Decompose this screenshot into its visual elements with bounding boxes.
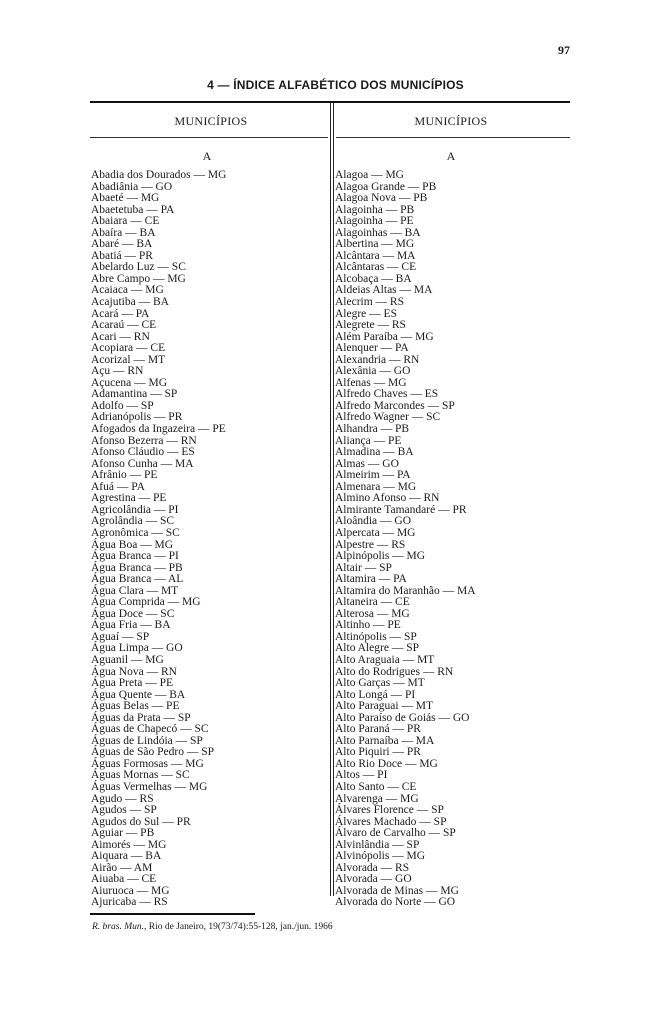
- municipality-entry: Alto Rio Doce — MG: [335, 757, 438, 770]
- municipality-entry: Alpinópolis — MG: [335, 550, 426, 563]
- municipality-entry: Abre Campo — MG: [91, 272, 186, 285]
- municipality-entry: Álvares Machado — SP: [335, 815, 447, 828]
- municipality-entry: Alto Garças — MT: [335, 677, 425, 690]
- municipality-entry: Agudo — RS: [91, 792, 154, 805]
- municipality-entry: Afonso Cunha — MA: [91, 457, 194, 470]
- municipality-entry: Açu — RN: [91, 365, 144, 378]
- left-column-header: MUNICÍPIOS: [174, 114, 248, 128]
- municipality-entry: Água Clara — MT: [91, 584, 179, 597]
- municipality-entry: Ajuricaba — RS: [91, 896, 168, 909]
- municipality-entry: Agricolândia — PI: [91, 503, 179, 516]
- municipality-entry: Alfredo Marcondes — SP: [335, 399, 455, 412]
- municipality-entry: Altamira — PA: [335, 573, 407, 586]
- municipality-entry: Alvinlândia — SP: [335, 838, 420, 851]
- municipality-entry: Agudos do Sul — PR: [91, 815, 191, 828]
- municipality-entry: Água Limpa — GO: [91, 642, 183, 655]
- municipality-entry: Águas Formosas — MG: [91, 757, 204, 770]
- municipality-entry: Alto Alegre — SP: [335, 642, 420, 655]
- municipality-entry: Alegre — ES: [335, 307, 397, 320]
- municipality-entry: Adrianópolis — PR: [91, 411, 183, 424]
- municipality-entry: Águas da Prata — SP: [91, 711, 191, 724]
- municipality-entry: Alcântaras — CE: [335, 261, 417, 274]
- municipality-entry: Adamantina — SP: [91, 388, 178, 401]
- municipality-entry: Alvarenga — MG: [335, 792, 419, 805]
- municipality-entry: Agrestina — PE: [91, 492, 167, 505]
- municipality-entry: Álvaro de Carvalho — SP: [335, 827, 456, 840]
- section-title: 4 — ÍNDICE ALFABÉTICO DOS MUNICÍPIOS: [207, 78, 464, 92]
- municipality-entry: Águas Belas — PE: [91, 700, 180, 713]
- municipality-entry: Água Nova — RN: [91, 665, 177, 678]
- municipality-entry: Alvorada de Minas — MG: [335, 884, 459, 897]
- municipality-entry: Aimorés — MG: [91, 838, 167, 851]
- municipality-entry: Abaiara — CE: [91, 215, 160, 228]
- municipality-entry: Alterosa — MG: [335, 607, 410, 620]
- municipality-entry: Acorizal — MT: [91, 353, 166, 366]
- municipality-entry: Águas de Lindóia — SP: [91, 734, 203, 747]
- municipality-entry: Abaré — BA: [91, 238, 153, 251]
- municipality-entry: Alto Piquiri — PR: [335, 746, 421, 759]
- municipality-entry: Almas — GO: [335, 457, 399, 470]
- municipality-entry: Água Branca — PB: [91, 561, 183, 574]
- municipality-entry: Alpestre — RS: [335, 538, 406, 551]
- municipality-entry: Almirante Tamandaré — PR: [335, 503, 467, 516]
- municipality-entry: Agronômica — SC: [91, 526, 180, 539]
- municipality-entry: Alcobaça — BA: [335, 272, 412, 285]
- municipality-entry: Altaneira — CE: [335, 596, 410, 609]
- municipality-entry: Acará — PA: [91, 307, 150, 320]
- column-divider: [330, 103, 331, 896]
- municipality-entry: Agudos — SP: [91, 804, 157, 817]
- left-header-rule: [90, 137, 328, 138]
- municipality-entry: Alenquer — PA: [335, 342, 409, 355]
- municipality-entry: Água Quente — BA: [91, 688, 186, 701]
- municipality-entry: Aiquara — BA: [91, 850, 162, 863]
- municipality-entry: Alvorada do Norte — GO: [335, 896, 456, 909]
- municipality-entry: Aloândia — GO: [335, 515, 412, 528]
- municipality-entry: Aiuaba — CE: [91, 873, 157, 886]
- municipality-entry: Águas de Chapecó — SC: [91, 723, 209, 736]
- municipality-entry: Alfredo Wagner — SC: [335, 411, 441, 424]
- municipality-entry: Alexânia — GO: [335, 365, 411, 378]
- municipality-entry: Alvorada — RS: [335, 861, 410, 874]
- right-column-header: MUNICÍPIOS: [414, 114, 488, 128]
- page-number: 97: [558, 43, 570, 57]
- municipality-entry: Almenara — MG: [335, 480, 417, 493]
- municipality-entry: Alto Paraná — PR: [335, 723, 421, 736]
- municipality-entry: Adolfo — SP: [91, 399, 154, 412]
- municipality-entry: Alto Paraguai — MT: [335, 700, 434, 713]
- municipality-entry: Água Boa — MG: [91, 538, 174, 551]
- municipality-entry: Alagoa — MG: [335, 169, 404, 181]
- municipality-entry: Água Comprida — MG: [91, 596, 201, 609]
- journal-name: R. bras. Mun.: [92, 922, 144, 932]
- municipality-entry: Alvinópolis — MG: [335, 850, 426, 863]
- municipality-entry: Alto do Rodrigues — RN: [335, 665, 454, 678]
- municipality-entry: Alagoa Nova — PB: [335, 192, 428, 205]
- municipality-entry: Abaíra — BA: [91, 226, 156, 239]
- municipality-entry: Águas de São Pedro — SP: [91, 746, 214, 759]
- column-divider-inner: [333, 103, 334, 896]
- municipality-entry: Alcântara — MA: [335, 249, 416, 262]
- municipality-entry: Água Branca — PI: [91, 550, 179, 563]
- municipality-entry: Acajutiba — BA: [91, 296, 169, 309]
- municipality-entry: Alto Paraíso de Goiás — GO: [335, 711, 470, 724]
- municipality-entry: Alagoinha — PB: [335, 203, 415, 216]
- municipality-entry: Aldeias Altas — MA: [335, 284, 433, 297]
- municipality-entry: Altos — PI: [335, 769, 388, 782]
- municipality-entry: Agrolândia — SC: [91, 515, 175, 528]
- municipality-entry: Almadina — BA: [335, 446, 414, 459]
- municipality-entry: Alto Santo — CE: [335, 780, 417, 793]
- municipality-entry: Alto Parnaíba — MA: [335, 734, 435, 747]
- municipality-entry: Afonso Cláudio — ES: [91, 446, 195, 459]
- municipality-entry: Alfredo Chaves — ES: [335, 388, 439, 401]
- municipality-entry: Alfenas — MG: [335, 376, 407, 389]
- municipality-entry: Abaetetuba — PA: [91, 203, 175, 216]
- municipality-entry: Além Paraíba — MG: [335, 330, 434, 343]
- municipality-entry: Alto Araguaia — MT: [335, 653, 435, 666]
- municipality-entry: Aguaí — SP: [91, 630, 150, 643]
- municipality-entry: Afuá — PA: [91, 480, 145, 493]
- municipality-entry: Abadia dos Dourados — MG: [91, 169, 227, 181]
- municipality-entry: Aiuruoca — MG: [91, 884, 170, 897]
- right-municipality-list: [335, 170, 476, 909]
- left-section-letter: A: [202, 149, 212, 163]
- municipality-entry: Altamira do Maranhão — MA: [335, 584, 476, 597]
- municipality-entry: Água Doce — SC: [91, 607, 175, 620]
- municipality-entry: Álvares Florence — SP: [335, 804, 444, 817]
- municipality-entry: Acopiara — CE: [91, 342, 166, 355]
- municipality-entry: Açucena — MG: [91, 376, 168, 389]
- municipality-entry: Abaeté — MG: [91, 192, 160, 205]
- left-municipality-list: [91, 170, 226, 909]
- municipality-entry: Almino Afonso — RN: [335, 492, 440, 505]
- municipality-entry: Aguanil — MG: [91, 653, 164, 666]
- municipality-entry: Almeirim — PA: [335, 469, 411, 482]
- municipality-entry: Alhandra — PB: [335, 423, 410, 436]
- municipality-entry: Albertina — MG: [335, 238, 415, 251]
- municipality-entry: Altinópolis — SP: [335, 630, 417, 643]
- municipality-entry: Acari — RN: [91, 330, 150, 343]
- municipality-entry: Alpercata — MG: [335, 526, 416, 539]
- municipality-entry: Abatiá — PR: [91, 249, 153, 262]
- municipality-entry: Acaraú — CE: [91, 319, 157, 332]
- municipality-entry: Águas Mornas — SC: [91, 769, 190, 782]
- municipality-entry: Alegrete — RS: [335, 319, 406, 332]
- municipality-entry: Altinho — PE: [335, 619, 401, 632]
- municipality-entry: Água Preta — PE: [91, 677, 174, 690]
- municipality-entry: Água Fria — BA: [91, 619, 171, 632]
- footnote: [92, 922, 333, 932]
- municipality-entry: Acaiaca — MG: [91, 284, 164, 297]
- municipality-entry: Alagoinhas — BA: [335, 226, 421, 239]
- municipality-entry: Alecrim — RS: [335, 296, 404, 309]
- municipality-entry: Alagoa Grande — PB: [335, 180, 437, 193]
- municipality-entry: Aguiar — PB: [91, 827, 155, 840]
- journal-details: , Rio de Janeiro, 19(73/74):55-128, jan./jun. 1966: [144, 922, 333, 932]
- municipality-entry: Alexandria — RN: [335, 353, 420, 366]
- municipality-entry: Abadiânia — GO: [91, 180, 173, 193]
- right-section-letter: A: [446, 149, 456, 163]
- municipality-entry: Abelardo Luz — SC: [91, 261, 186, 274]
- right-header-rule: [336, 137, 570, 138]
- municipality-entry: Airão — AM: [91, 861, 153, 874]
- municipality-entry: Águas Vermelhas — MG: [91, 780, 208, 793]
- municipality-entry: Altair — SP: [335, 561, 392, 574]
- municipality-entry: Afrânio — PE: [91, 469, 158, 482]
- footnote-rule: [90, 913, 255, 915]
- municipality-entry: Água Branca — AL: [91, 573, 184, 586]
- municipality-entry: Alagoinha — PE: [335, 215, 414, 228]
- municipality-entry: Alto Longá — PI: [335, 688, 416, 701]
- municipality-entry: Alvorada — GO: [335, 873, 412, 886]
- municipality-entry: Aliança — PE: [335, 434, 402, 447]
- municipality-entry: Afogados da Ingazeira — PE: [91, 423, 226, 436]
- municipality-entry: Afonso Bezerra — RN: [91, 434, 197, 447]
